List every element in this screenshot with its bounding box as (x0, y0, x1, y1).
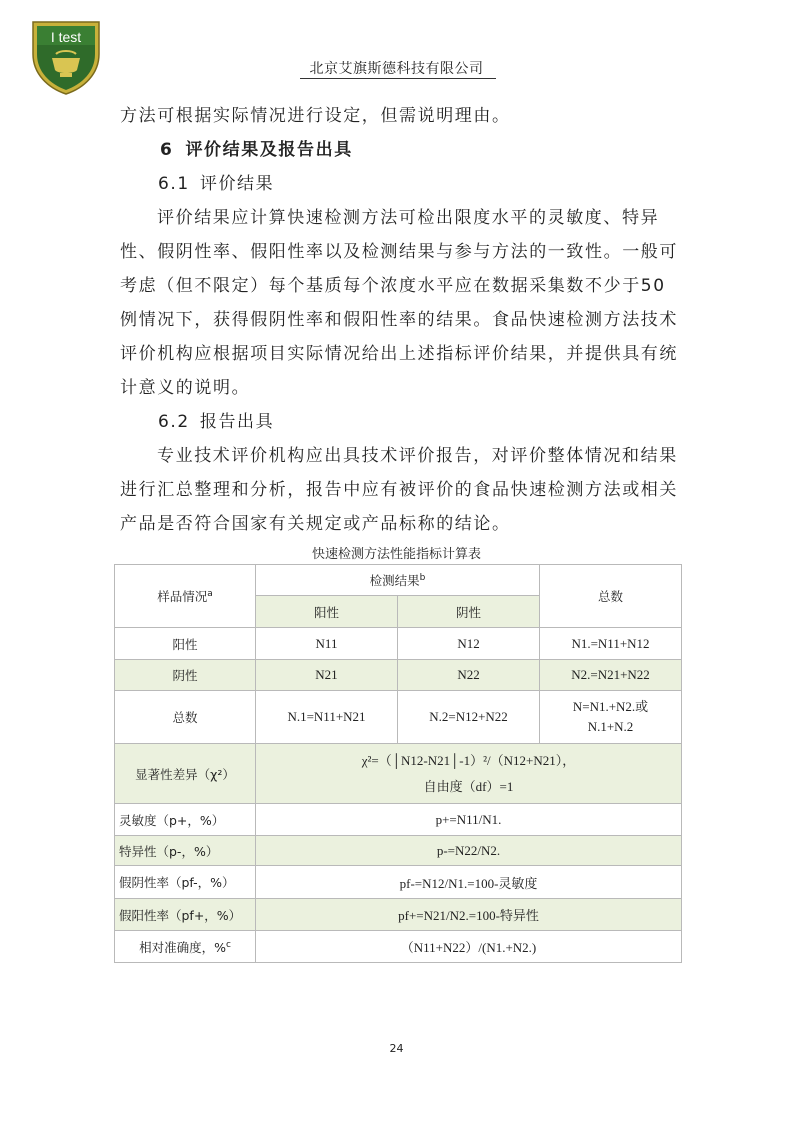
section-title: 评价结果及报告出具 (185, 140, 353, 160)
table-row (115, 866, 682, 899)
shield-logo-icon (30, 18, 102, 96)
header-negative: 阴性 (398, 596, 540, 628)
table-cell: N2.=N21+N22 (540, 660, 682, 691)
table-row (115, 836, 682, 866)
company-logo (30, 18, 102, 96)
page-number: 24 (389, 1042, 404, 1055)
table-cell (256, 744, 682, 804)
row-label: 阴性 (115, 660, 256, 691)
section-number: 6.2 (158, 412, 190, 432)
table-cell: （N11+N22）/(N1.+N2.) (256, 931, 682, 963)
table-cell: N11 (256, 628, 398, 660)
table-cell: N12 (398, 628, 540, 660)
body-text (120, 99, 680, 541)
table-cell: pf+=N21/N2.=100-特异性 (256, 899, 682, 931)
table-row (115, 691, 682, 744)
row-label: 显著性差异（χ²） (115, 744, 256, 804)
table-row (115, 628, 682, 660)
degrees-of-freedom: 自由度（df）=1 (423, 778, 514, 794)
row-label: 相对准确度，%$^c$ (115, 931, 256, 963)
performance-table (114, 564, 682, 963)
section-6-2-heading (120, 405, 680, 439)
table-cell: N1.=N11+N12 (540, 628, 682, 660)
row-label: 假阴性率（pf-，%） (115, 866, 256, 899)
header-sample: 样品情况$^a$ (115, 565, 256, 628)
section-number: 6 (160, 140, 174, 160)
table-row (115, 660, 682, 691)
table-cell: N.1=N11+N21 (256, 691, 398, 744)
row-label: 假阳性率（pf+，%） (115, 899, 256, 931)
table-caption: 快速检测方法性能指标计算表 (311, 547, 481, 562)
paragraph-6-2: 专业技术评价机构应出具技术评价报告，对评价整体情况和结果进行汇总整理和分析，报告中应有被评价的食品快速检测方法或相关产品是否符合国家有关规定或产品标称的结论。 (120, 446, 678, 534)
row-label: 特异性（p-，%） (115, 836, 256, 866)
paragraph-6-1: 评价结果应计算快速检测方法可检出限度水平的灵敏度、特异性、假阴性率、假阳性率以及检测结果与参与方法的一致性。一般可考虑（但不限定）每个基质每个浓度水平应在数据采集数不少于50例情况下，获得假阴性率和假阳性率的结果。食品快速检测方法技术评价机构应根据项目实际情况给出上述指标评价结果，并提供具有统计意义的说明。 (120, 208, 678, 398)
section-title: 报告出具 (199, 412, 275, 432)
header-positive: 阳性 (256, 596, 398, 628)
table-row (115, 565, 682, 596)
section-6-1-heading (120, 167, 680, 201)
header-result: 检测结果$^b$ (256, 565, 540, 596)
continuation-line: 方法可根据实际情况进行设定，但需说明理由。 (120, 106, 511, 126)
table-cell: p+=N11/N1. (256, 804, 682, 836)
table-cell: p-=N22/N2. (256, 836, 682, 866)
table-cell: N22 (398, 660, 540, 691)
section-title: 评价结果 (199, 174, 275, 194)
table-row (115, 744, 682, 804)
row-label: 灵敏度（p+，%） (115, 804, 256, 836)
company-name: 北京艾旗斯德科技有限公司 (309, 61, 484, 77)
table-cell: N.2=N12+N22 (398, 691, 540, 744)
table-cell: N=N1.+N2.或 N.1+N.2 (540, 691, 682, 744)
table-cell: pf-=N12/N1.=100-灵敏度 (256, 866, 682, 899)
header-total: 总数 (540, 565, 682, 628)
chi-formula: χ²=（│N12-N21│-1）²/（N12+N21）， (361, 752, 576, 768)
table-row (115, 899, 682, 931)
row-label: 总数 (115, 691, 256, 744)
section-6-heading (120, 133, 680, 167)
header-underline (300, 78, 496, 79)
section-number: 6.1 (158, 174, 190, 194)
table-cell: N21 (256, 660, 398, 691)
table-row (115, 804, 682, 836)
svg-text:I test: I test (50, 29, 82, 45)
row-label: 阳性 (115, 628, 256, 660)
table-row (115, 931, 682, 963)
